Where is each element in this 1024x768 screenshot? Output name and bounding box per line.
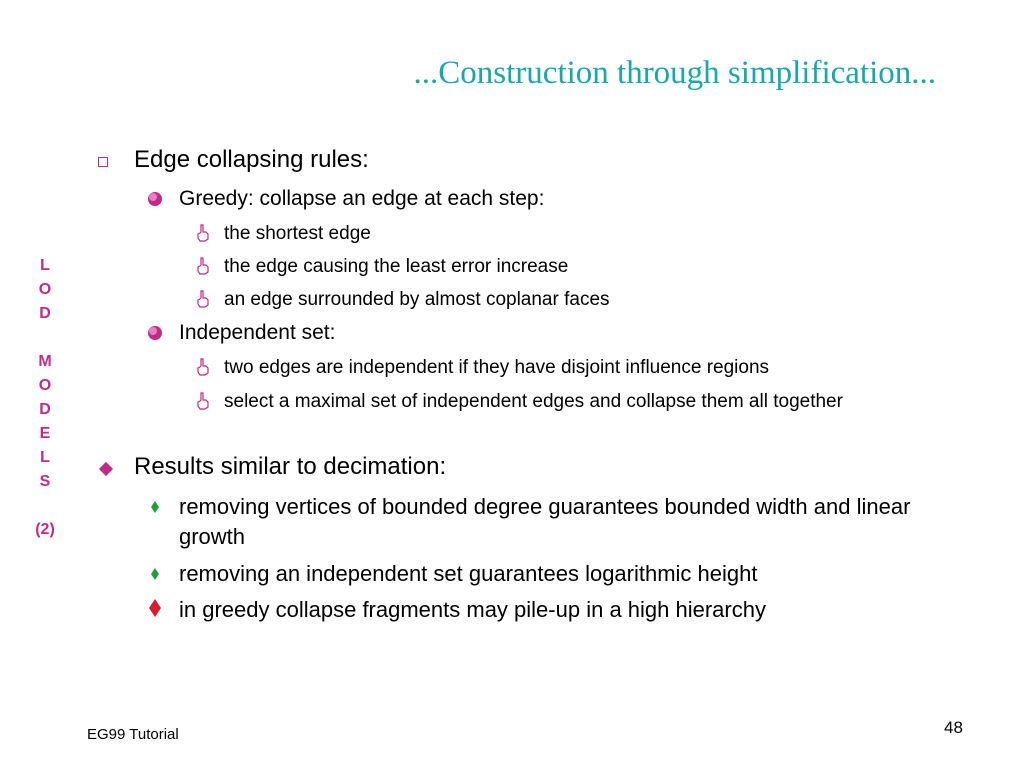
bullet-item (196, 220, 896, 250)
side-letter: D (39, 305, 51, 322)
bullet-text: Results similar to decimation: (134, 453, 447, 480)
side-letter: L (40, 449, 50, 466)
side-vertical-label (30, 254, 60, 542)
bullet-item (146, 186, 936, 215)
red-diamond-icon (146, 595, 179, 626)
bullet-text: the edge causing the least error increase (224, 256, 569, 277)
bullet-item (146, 559, 936, 589)
bullet-item (98, 145, 938, 175)
bullet-item (196, 354, 896, 384)
bullet-item (98, 452, 938, 482)
small-diamond-icon (146, 492, 179, 522)
pointing-hand-icon (196, 220, 224, 250)
small-diamond-icon (146, 559, 179, 589)
bullet-text: Edge collapsing rules: (134, 146, 369, 173)
bullet-item (196, 253, 896, 283)
hollow-square-icon (98, 157, 108, 167)
side-letter: M (38, 353, 52, 370)
bullet-text: Greedy: collapse an edge at each step: (179, 187, 545, 210)
circle-bullet-icon (146, 320, 179, 349)
bullet-item (146, 492, 936, 552)
side-letter: O (38, 377, 52, 394)
diamond-icon (99, 462, 113, 476)
bullet-item (196, 388, 896, 418)
side-gap (30, 494, 60, 518)
bullet-text: removing vertices of bounded degree guarantees bounded width and linear growth (179, 494, 911, 549)
pointing-hand-icon (196, 253, 224, 283)
slide-title: ...Construction through simplification... (413, 55, 936, 91)
bullet-item (146, 595, 936, 626)
side-letter: S (39, 473, 51, 490)
bullet-item (196, 286, 896, 316)
side-gap (30, 326, 60, 350)
side-letter: D (39, 401, 51, 418)
bullet-text: removing an independent set guarantees logarithmic height (179, 561, 758, 586)
bullet-item (146, 320, 936, 349)
bullet-text: in greedy collapse fragments may pile-up in a high hierarchy (179, 597, 766, 622)
side-letter: E (39, 425, 51, 442)
side-letter: O (38, 281, 52, 298)
bullet-text: an edge surrounded by almost coplanar faces (224, 289, 610, 310)
circle-bullet-icon (146, 186, 179, 215)
side-letter: L (40, 257, 50, 274)
bullet-text: two edges are independent if they have disjoint influence regions (224, 357, 770, 378)
side-letter: (2) (35, 521, 55, 538)
footer-label: EG99 Tutorial (87, 726, 179, 743)
pointing-hand-icon (196, 286, 224, 316)
bullet-text: Independent set: (179, 321, 336, 344)
bullet-text: select a maximal set of independent edges and collapse them all together (224, 391, 843, 412)
page-number: 48 (944, 718, 963, 737)
bullet-text: the shortest edge (224, 223, 371, 244)
pointing-hand-icon (196, 354, 224, 384)
pointing-hand-icon (196, 388, 224, 418)
